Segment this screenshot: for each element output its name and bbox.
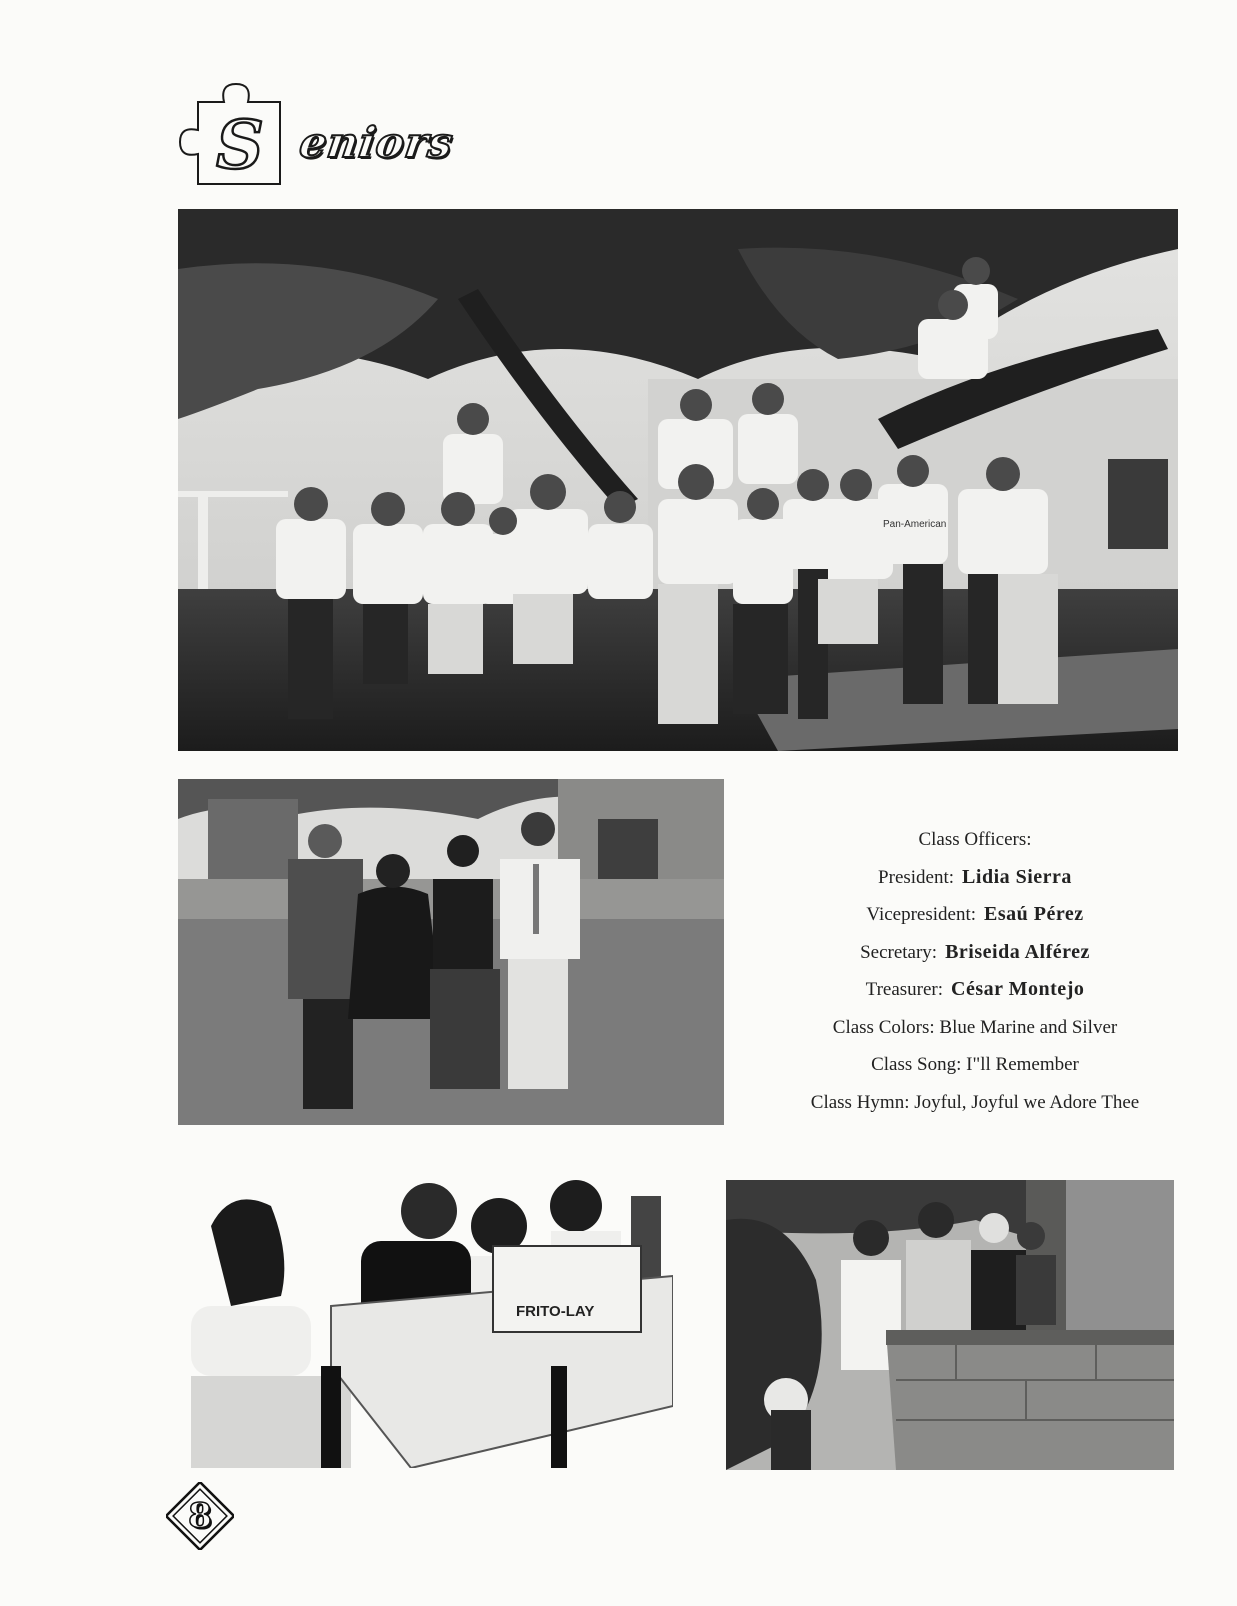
senior-class-group-photo [178, 209, 1178, 751]
secretary-row [740, 934, 1210, 972]
president-row [740, 859, 1210, 897]
president-label: President: [878, 866, 955, 888]
class-colors: Class Colors: Blue Marine and Silver [832, 1016, 1118, 1038]
wishing-well-photo [726, 1180, 1174, 1470]
vicepresident-row [740, 896, 1210, 934]
page-number: 8 [188, 1496, 212, 1536]
page-title: eniors [296, 118, 457, 167]
class-officers-info [740, 821, 1210, 1121]
secretary-name: Briseida Alférez [945, 940, 1090, 963]
treasurer-label: Treasurer: [865, 979, 944, 1000]
vicepresident-label: Vicepresident: [866, 904, 977, 925]
title-initial: S [216, 106, 264, 184]
secretary-label: Secretary: [860, 941, 938, 963]
fundraiser-table-photo [171, 1166, 673, 1468]
treasurer-row [740, 971, 1210, 1009]
officers-heading: Class Officers: [918, 829, 1032, 850]
president-name: Lidia Sierra [962, 865, 1072, 888]
class-song: Class Song: I"ll Remember [871, 1054, 1079, 1075]
box-label: FRITO-LAY [516, 1303, 595, 1320]
page-number-badge [166, 1482, 234, 1550]
puzzle-piece-logo [176, 80, 288, 190]
class-officers-photo [178, 779, 724, 1125]
treasurer-name: César Montejo [951, 978, 1085, 1000]
vicepresident-name: Esaú Pérez [984, 903, 1084, 925]
shirt-logo-text: Pan-American [883, 519, 947, 530]
class-hymn: Class Hymn: Joyful, Joyful we Adore Thee [810, 1091, 1140, 1113]
